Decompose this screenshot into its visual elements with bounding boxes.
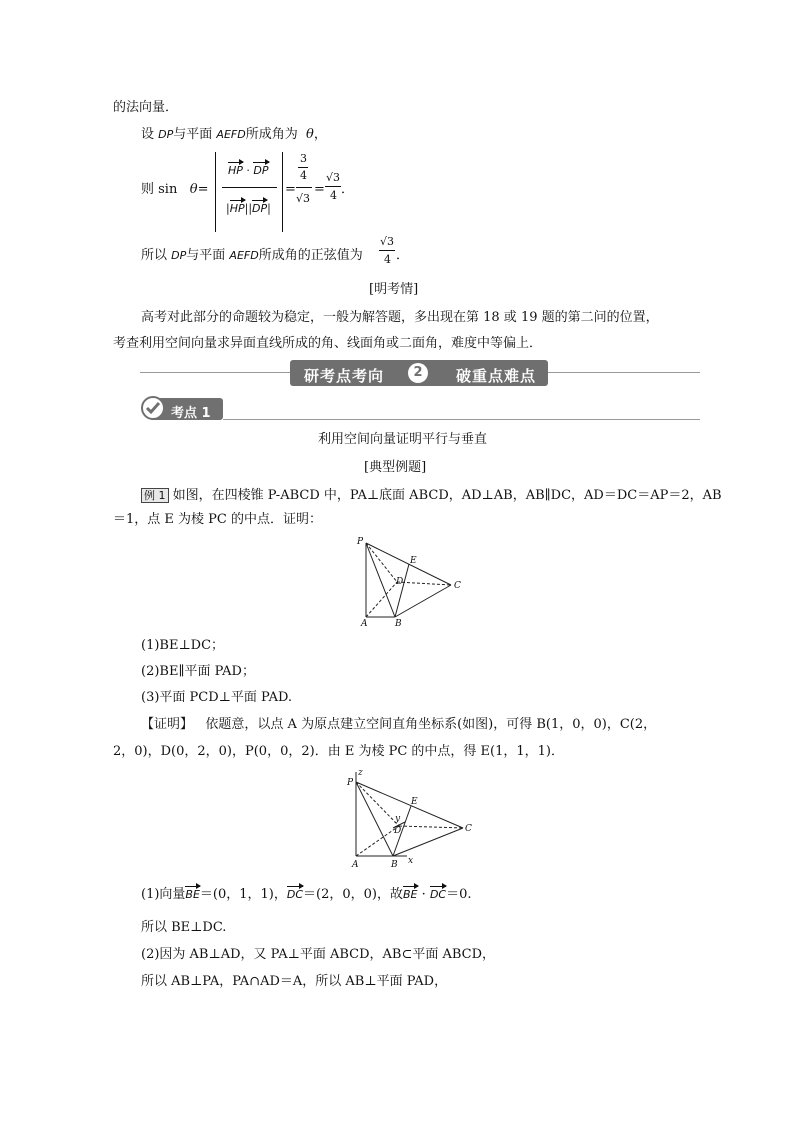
label-d: D — [394, 826, 402, 836]
example-line: ＝1，点 E 为棱 PC 的中点．证明： — [113, 512, 322, 527]
text-line: 所以 DP与平面 AEFD所成角的正弦值为 — [141, 248, 363, 263]
proof-line: 2，0)，D(0，2，0)，P(0，0，2)．由 E 为棱 PC 的中点，得 E(1，1，1)． — [113, 744, 564, 759]
banner-number-badge: 2 — [408, 363, 428, 383]
axis-x: x — [408, 856, 414, 866]
item-2: (2)BE∥平面 PAD； — [141, 664, 255, 679]
text-line: 设 DP与平面 AEFD所成角为 θ， — [141, 127, 327, 142]
text-line: 的法向量． — [113, 100, 179, 115]
section-banner: 研考点考向 2 破重点难点 — [290, 360, 548, 386]
proof-line: 【证明】 依题意，以点 A 为原点建立空间直角坐标系(如图)，可得 B(1，0，0)，C(2， — [141, 717, 657, 732]
proof-line: 所以 AB⊥PA，PA∩AD＝A，所以 AB⊥平面 PAD， — [141, 974, 448, 989]
check-icon — [141, 396, 165, 420]
paragraph-line: 高考对此部分的命题较为稳定，一般为解答题，多出现在第 18 或 19 题的第二问的位置， — [141, 310, 659, 325]
divider — [140, 372, 290, 373]
label-b: B — [395, 619, 402, 627]
label-p: P — [357, 537, 364, 547]
section-title: 利用空间向量证明平行与垂直 — [318, 432, 488, 447]
label-p: P — [347, 778, 354, 788]
divider — [548, 372, 700, 373]
item-1: (1)BE⊥DC； — [141, 638, 225, 653]
axis-y: y — [395, 814, 401, 824]
label-e: E — [410, 556, 417, 566]
coordinate-figure — [345, 768, 475, 870]
label-c: C — [465, 824, 472, 834]
label-b: B — [391, 860, 398, 870]
frac-bottom: 4 — [384, 253, 391, 266]
label-d: D — [396, 577, 404, 587]
axis-z: z — [358, 768, 363, 778]
paragraph-line: 考查利用空间向量求异面直线所成的角、线面角或二面角，难度中等偏上． — [113, 336, 543, 351]
kaodian-badge: 考点 1 — [143, 398, 223, 420]
frac-top: √3 — [380, 235, 395, 248]
label-a: A — [361, 619, 368, 627]
text-punct: ． — [396, 248, 410, 263]
divider — [223, 419, 700, 420]
proof-vector-line: (1)向量BE＝(0，1，1)，DC＝(2，0，0)，故BE · DC＝0. — [141, 887, 472, 902]
item-3: (3)平面 PCD⊥平面 PAD. — [141, 690, 293, 705]
proof-line: (2)因为 AB⊥AD，又 PA⊥平面 ABCD，AB⊂平面 ABCD， — [141, 947, 496, 962]
label-a: A — [352, 860, 359, 870]
example-line: 例 1 如图，在四棱锥 P-ABCD 中，PA⊥底面 ABCD，AD⊥AB，AB∥DC，AD＝DC＝AP＝2，AB — [141, 488, 722, 503]
example-tag: 例 1 — [141, 488, 169, 503]
label-e: E — [411, 797, 418, 807]
typical-heading: [典型例题] — [364, 460, 427, 475]
ming-kao-qing-heading: [明考情] — [369, 282, 419, 297]
proof-line: 所以 BE⊥DC. — [141, 920, 227, 935]
label-c: C — [454, 581, 461, 591]
pyramid-figure — [355, 535, 470, 627]
